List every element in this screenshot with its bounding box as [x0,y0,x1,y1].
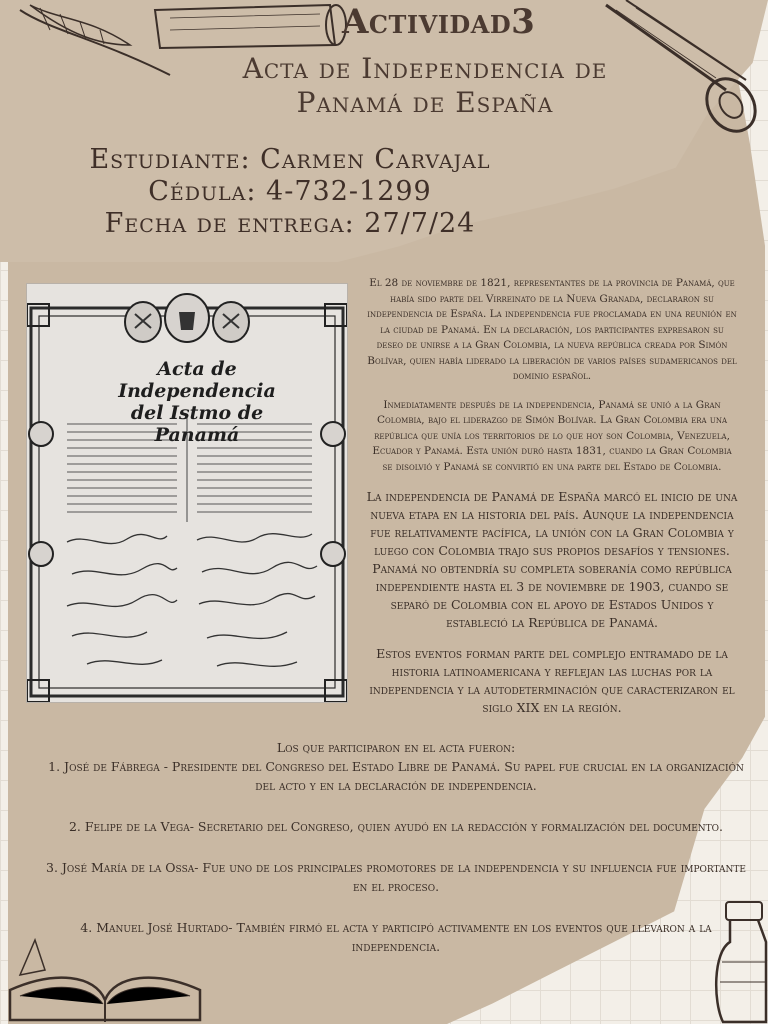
student-name: Estudiante: Carmen Carvajal [89,144,491,175]
student-id: Cédula: 4-732-1299 [148,176,432,207]
paragraph-new-stage: La independencia de Panamá de España marcó el inicio de una nueva etapa en la historia del país. Aunque la independencia fue relativamente pacífica, la unión con la Gran Colombia y luego con Colombia trajo sus propios desafíos y tensiones. Panamá no obtendría su completa soberanía como república independiente hasta el 3 de noviembre de 1903, cuando se separó de Colombia con el apoyo de Estados Unidos y estableció la República de Panamá. [366,489,738,630]
paragraph-independence: El 28 de noviembre de 1821, representantes de la provincia de Panamá, que había sido parte del Virreinato de la Nueva Granada, declararon su independencia de España. La independencia fue proclamada en una reunión en la ciudad de Panamá. En la declaración, los participantes expresaron su deseo de unirse a la Gran Colombia, la nueva república creada por Simón Bolívar, quien había liderado la liberación de varios países sudamericanos del dominio español. [367,277,737,382]
paragraph-gran-colombia: Inmediatamente después de la independencia, Panamá se unió a la Gran Colombia, bajo el liderazgo de Simón Bolívar. La Gran Colombia era una república que unía los territorios de lo que hoy son Colombia, Venezuela, Ecuador y Panamá. Esta unión duró hasta 1831, cuando la Gran Colombia se disolvió y Panamá se convirtió en una parte del Estado de Colombia. [372,398,732,473]
participant-item: 2. Felipe de la Vega- Secretario del Congreso, quien ayudó en la redacción y formalización del documento. [68,819,724,834]
paragraph-conclusion: Estos eventos forman parte del complejo entramado de la historia latinoamericana y reflejan las luchas por la independencia y la autodeterminación que caracterizaron el siglo XIX en la región. [369,646,735,715]
participant-item: 4. Manuel José Hurtado- También firmó el acta y participó activamente en los eventos que llevaron a la independencia. [80,920,712,954]
body-text-column [366,276,738,730]
student-info [60,144,520,240]
participant-item: 3. José María de la Ossa- Fue uno de los principales promotores de la independencia y su influencia fue importante en el proceso. [46,860,746,894]
historical-document-image [27,284,347,702]
participants-section [40,738,752,978]
subtitle-line-2: Panamá de España [296,86,554,119]
document-image-title-line-1: Acta de Independencia [118,358,276,402]
page-subtitle [190,52,660,120]
document-image-title [87,358,307,446]
subtitle-line-1: Acta de Independencia de [242,52,608,85]
activity-title: Actividad3 [342,2,536,42]
document-image-title-line-2: del Istmo de Panamá [130,402,264,446]
delivery-date: Fecha de entrega: 27/7/24 [104,208,476,239]
participants-heading: Los que participaron en el acta fueron: [276,740,516,755]
participant-item: 1. José de Fábrega - Presidente del Congreso del Estado Libre de Panamá. Su papel fue crucial en la organización del acto y en la declaración de independencia. [48,759,744,793]
scroll-icon [150,0,350,52]
